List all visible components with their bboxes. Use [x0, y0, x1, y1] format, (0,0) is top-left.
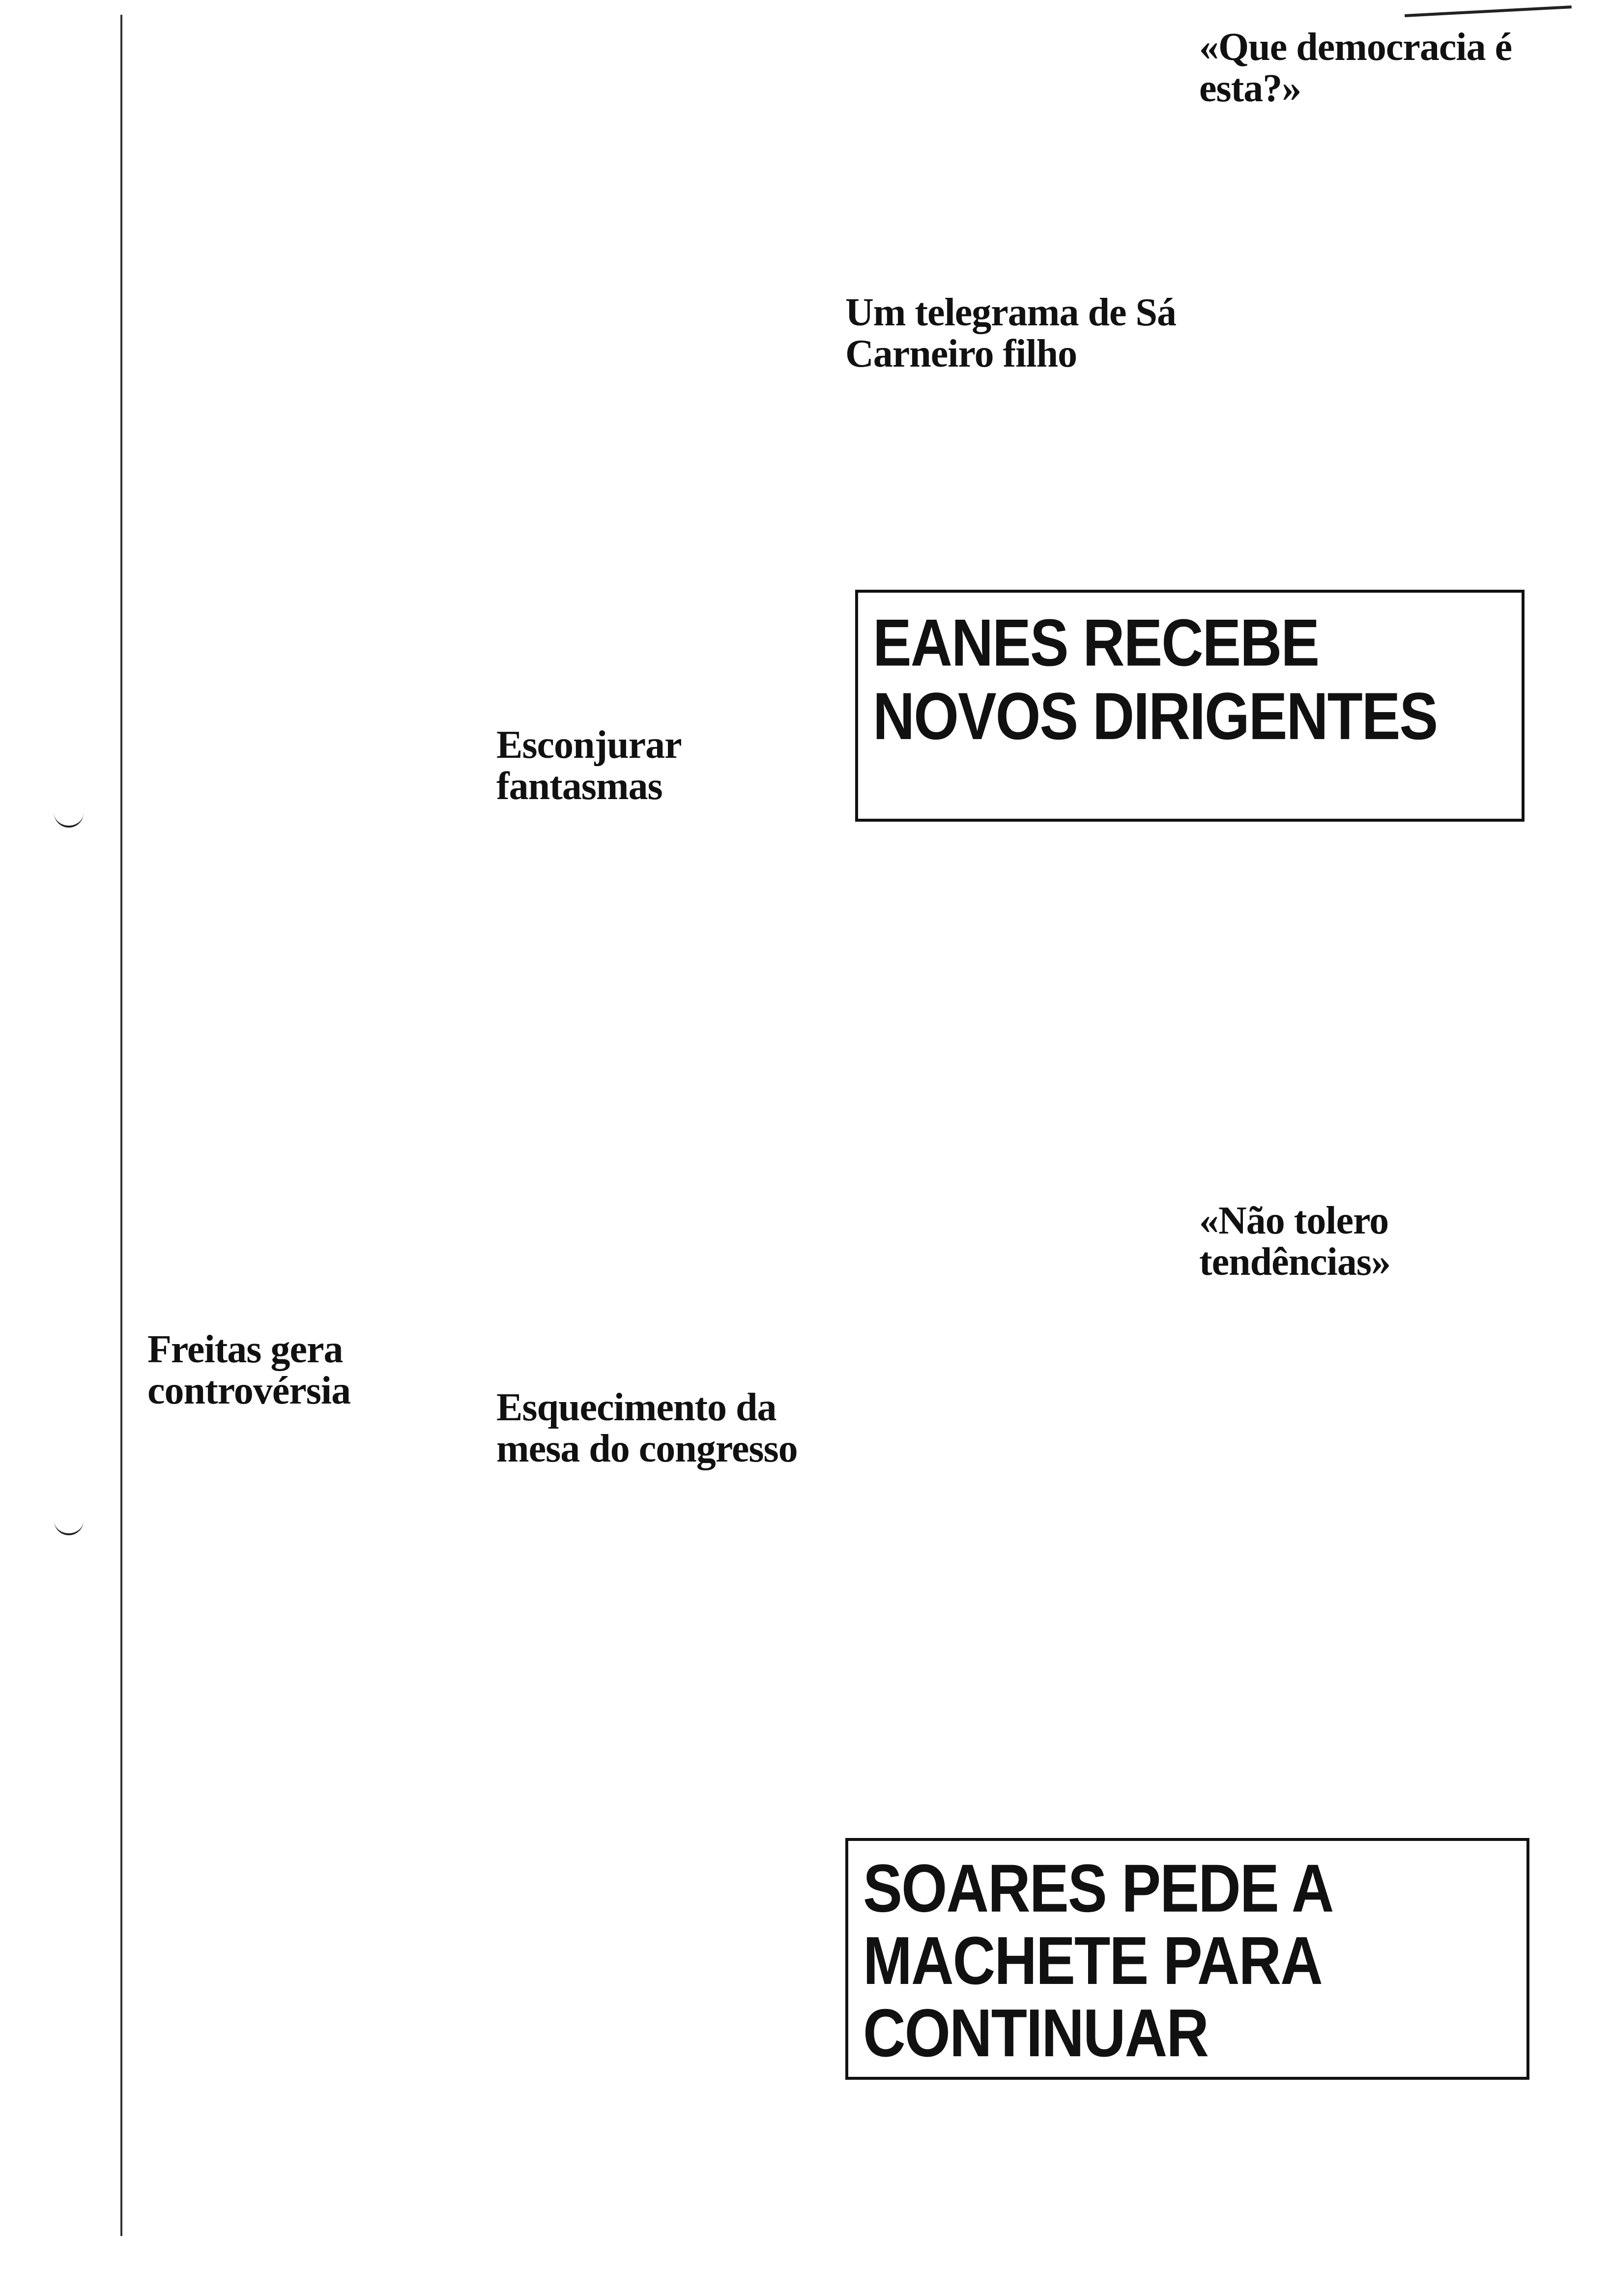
paragraph	[496, 839, 835, 861]
paragraph	[845, 39, 1189, 61]
section-heading: «Que democracia é esta?»	[1199, 26, 1512, 110]
paragraph	[1199, 1291, 1543, 1312]
section-heading: Esquecimento da mesa do congresso	[496, 1386, 798, 1470]
paragraph	[147, 1419, 487, 1441]
column-1	[147, 15, 487, 1493]
paragraph	[845, 1011, 1189, 1033]
paragraph	[496, 88, 835, 110]
paragraph	[496, 64, 835, 86]
column-3	[845, 15, 1189, 1061]
spacer	[496, 113, 835, 713]
boxed-headline-title: EANES RECEBE NOVOS DIRIGENTES	[873, 605, 1438, 754]
paragraph	[1199, 142, 1543, 163]
paragraph	[147, 88, 487, 110]
section-heading: Freitas gera controvérsia	[147, 1328, 351, 1412]
paragraph	[1199, 1340, 1543, 1361]
section-heading: Um telegrama de Sá Carneiro filho	[845, 291, 1176, 375]
boxed-article-eanes	[855, 590, 1525, 822]
paragraph	[147, 1444, 487, 1465]
paragraph	[496, 1477, 835, 1499]
paragraph	[147, 39, 487, 61]
paragraph	[147, 113, 487, 135]
spacer	[147, 138, 487, 1317]
spacer	[845, 64, 1189, 280]
binding-hole-mark	[54, 806, 84, 828]
left-edge-rule	[120, 15, 122, 2236]
paragraph	[496, 1502, 835, 1523]
paragraph	[1199, 1315, 1543, 1337]
column-2	[496, 15, 835, 1526]
paragraph	[147, 15, 487, 36]
boxed-headline-title: SOARES PEDE A MACHETE PARA CONTINUAR	[863, 1850, 1331, 2071]
section-heading: Esconjurar fantasmas	[496, 723, 681, 808]
paragraph	[147, 64, 487, 86]
binding-hole-mark	[54, 1514, 84, 1535]
paragraph	[1199, 117, 1543, 139]
paragraph	[845, 15, 1189, 36]
spacer	[496, 864, 835, 1375]
section-heading: «Não tolero tendências»	[1199, 1199, 1390, 1284]
paragraph	[496, 15, 835, 36]
paragraph	[147, 1468, 487, 1490]
paragraph	[845, 1036, 1189, 1058]
paragraph	[496, 815, 835, 836]
paragraph	[496, 39, 835, 61]
paragraph	[845, 962, 1189, 984]
paragraph	[845, 987, 1189, 1008]
boxed-article-soares	[845, 1838, 1529, 2080]
